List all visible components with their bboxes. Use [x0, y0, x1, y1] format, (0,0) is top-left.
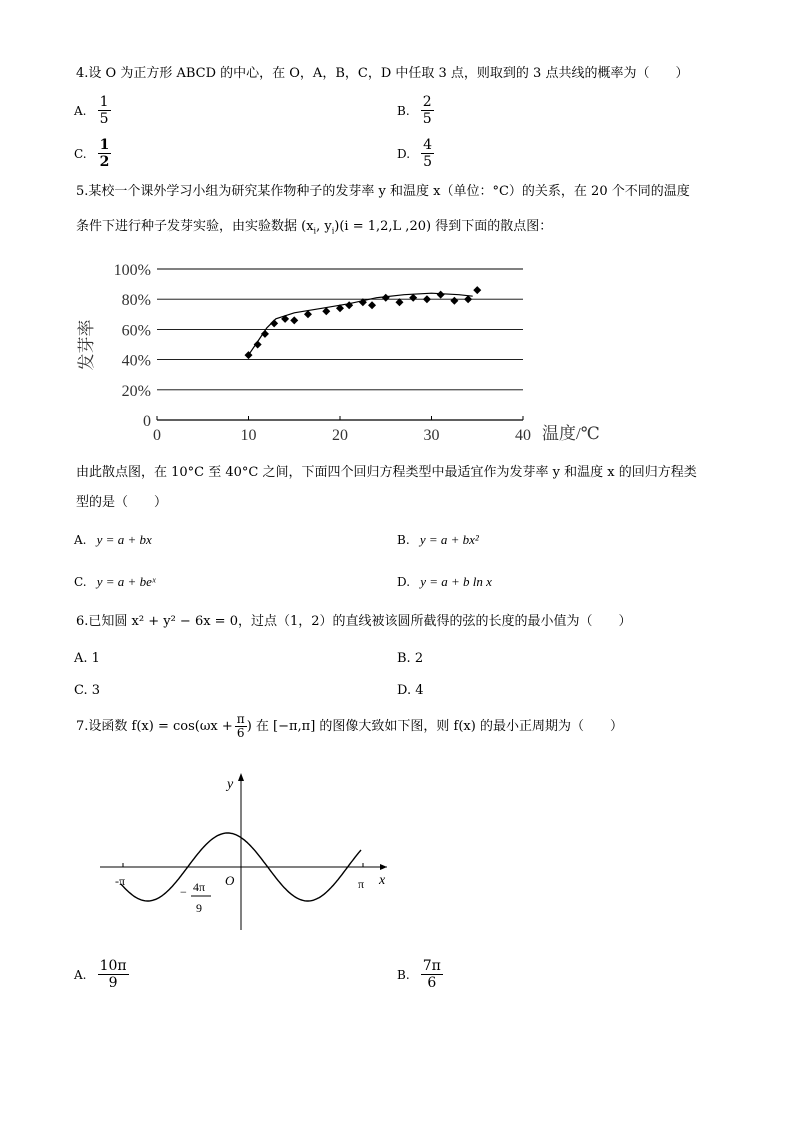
data-point: [368, 301, 376, 309]
q5-option-expr: y = a + b ln x: [420, 574, 492, 589]
q5-option-c[interactable]: C. y = a + beˣ: [74, 574, 156, 589]
y-tick-label: 20%: [121, 382, 151, 400]
q6-option-c[interactable]: C. 3: [74, 683, 101, 698]
x-axis-arrow-icon: [380, 864, 387, 870]
x-tick-label: 0: [153, 427, 161, 444]
q4-option-fraction: $\frac{4}{5}$: [423, 137, 433, 170]
q5-option-b[interactable]: B. y = a + bx²: [397, 532, 479, 547]
q5-option-expr: y = a + beˣ: [96, 574, 156, 589]
q4-option-b[interactable]: [397, 94, 434, 127]
q7-option-b[interactable]: B. $\frac{7\pi}{6}$: [397, 958, 441, 991]
data-point: [437, 291, 445, 299]
y-label: y: [227, 777, 234, 792]
y-tick-label: 60%: [121, 322, 151, 340]
root-numerator: 4π: [193, 880, 206, 894]
q5-after-line2: 型的是（ ）: [76, 495, 168, 510]
data-point: [261, 330, 269, 338]
origin-label: O: [225, 873, 235, 888]
data-point: [473, 286, 481, 294]
q4-option-a[interactable]: [74, 94, 111, 127]
q4-option-label: C.: [74, 147, 87, 161]
q4-option-fraction: $\frac{1}{2}$: [99, 137, 110, 170]
x-label: x: [379, 873, 386, 888]
q5-stem-line2: 条件下进行种子发芽实验，由实验数据 ($x_i$, $y_i)(i = 1,2,L$ ,20) 得到下面的散点图：: [76, 219, 553, 236]
data-point: [254, 341, 262, 349]
x-axis-label: 温度/℃: [542, 424, 600, 443]
x-tick-label: 20: [332, 427, 348, 444]
q5-stem-line1: 5.某校一个课外学习小组为研究某作物种子的发芽率 y 和温度 x（单位：°C）的关系，在 20 个不同的温度: [76, 184, 690, 199]
y-tick-label: 80%: [121, 292, 151, 310]
data-points: [245, 286, 482, 359]
y-tick-label: 40%: [121, 352, 151, 370]
q4-option-label: D.: [397, 147, 411, 161]
q6-stem: 6.已知圆 x² + y² − 6x = 0，过点（1，2）的直线被该圆所截得的弦的长度的最小值为（ ）: [76, 614, 632, 629]
y-tick-label: 0: [143, 413, 151, 430]
q6-option-a[interactable]: A. 1: [74, 651, 100, 666]
data-point: [290, 316, 298, 324]
data-point: [281, 315, 289, 323]
q4-option-fraction: $\frac{1}{5}$: [99, 94, 109, 127]
q5-option-expr: y = a + bx²: [419, 532, 479, 547]
q4-option-label: A.: [74, 104, 87, 118]
q5-option-expr: y = a + bx: [96, 532, 152, 547]
data-point: [345, 301, 353, 309]
q5-after-line1: 由此散点图，在 10°C 至 40°C 之间，下面四个回归方程类型中最适宜作为发芽率 y 和温度 x 的回归方程类: [76, 465, 697, 480]
chart-grid: [157, 269, 523, 420]
q5-option-d[interactable]: D. y = a + b ln x: [397, 574, 492, 589]
root-denominator: 9: [196, 901, 202, 915]
q7-option-fraction: $\frac{7\pi}{6}$: [422, 958, 441, 991]
x-tick-label: 30: [423, 427, 440, 444]
q6-option-b[interactable]: B. 2: [397, 651, 424, 666]
q4-stem: 4.设 O 为正方形 ABCD 的中心，在 O，A，B，C，D 中任取 3 点，则取到的 3 点共线的概率为（ ）: [76, 66, 689, 81]
germination-scatter-chart: [70, 255, 630, 450]
y-tick-labels: [114, 262, 151, 430]
q4-option-c[interactable]: [74, 137, 111, 170]
q7-option-fraction: $\frac{10\pi}{9}$: [99, 958, 127, 991]
data-point: [423, 295, 431, 303]
q4-option-label: B.: [397, 104, 410, 118]
x-tick-label: 40: [515, 427, 531, 444]
q4-option-fraction: $\frac{2}{5}$: [422, 94, 432, 127]
left-tick-label: -π: [115, 874, 126, 888]
x-tick-label: 10: [240, 427, 257, 444]
q6-option-d[interactable]: D. 4: [397, 683, 424, 698]
right-tick-label: π: [358, 877, 365, 891]
data-point: [450, 297, 458, 305]
q7-stem: 7.设函数 f(x) = cos(ωx + $\frac{\pi}{6}$ ) 在 [−π,π] 的图像大致如下图，则 f(x) 的最小正周期为（ ）: [76, 712, 623, 740]
y-axis-label: 发芽率: [77, 319, 96, 371]
q5-option-a[interactable]: A. y = a + bx: [74, 532, 152, 547]
root-sign: −: [180, 885, 187, 899]
q7-option-a[interactable]: A. $\frac{10\pi}{9}$: [74, 958, 127, 991]
y-tick-label: 100%: [113, 262, 151, 279]
data-point: [270, 319, 278, 327]
y-axis-arrow-icon: [238, 773, 244, 781]
cosine-graph: [95, 770, 395, 935]
data-point: [245, 351, 253, 359]
data-point: [382, 294, 390, 302]
q4-option-d[interactable]: [397, 137, 434, 170]
